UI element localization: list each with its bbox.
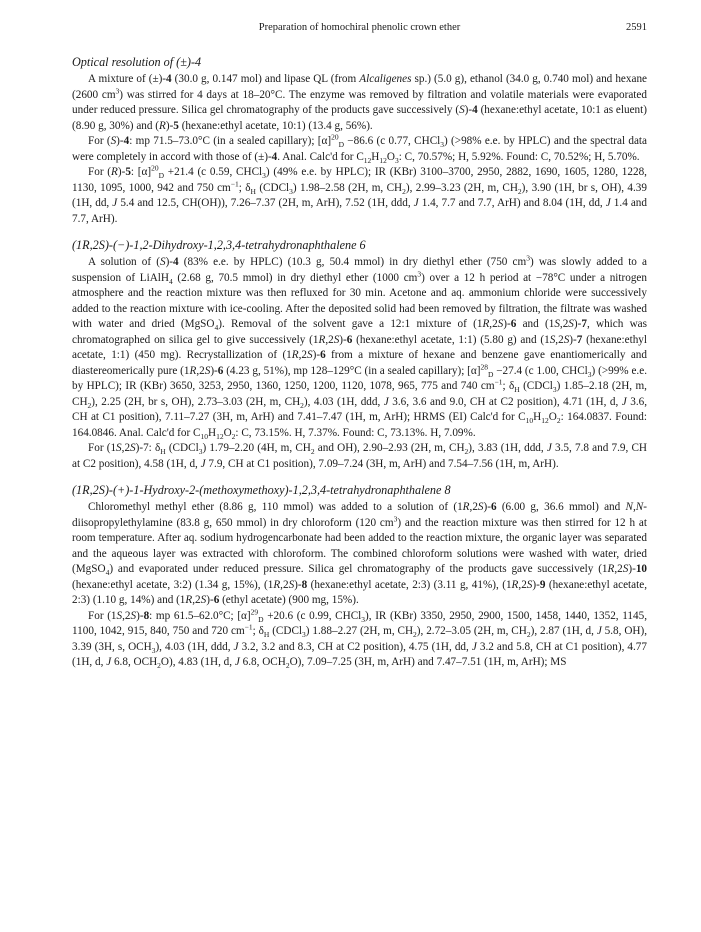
journal-page (72, 22, 647, 671)
text-run: ), 2.72–3.05 (2H, m, CH (416, 625, 527, 637)
paragraph (72, 255, 647, 441)
text-run: ) over a 12 h period at −78°C under a nitrogen atmosphere and the reaction mixture was then refluxed for 30 min. Acetone and aq. ammonium chloride were successively added to the reaction mixture with ice-cooling. After the deposited solid had been removed by filtration, the filtrate was washed with water and dried (MgSO (72, 271, 647, 330)
text-run: 5 (125, 166, 131, 178)
text-run: J (234, 656, 240, 668)
text-run: 4 (123, 135, 130, 147)
text-run: ,2 (559, 318, 569, 330)
text-run: 6 (320, 349, 326, 361)
text-run: 29 (250, 606, 259, 616)
text-run: 12 (216, 431, 224, 441)
text-run: )- (532, 578, 540, 591)
text-run: (hexane:ethyl acetate, 1:1) (450 mg). Recrystallization of (1 (72, 333, 647, 361)
text-run: )- (117, 166, 126, 178)
text-run: 10 (635, 563, 647, 575)
text-run: 2 (526, 630, 531, 640)
text-run: R (462, 501, 470, 513)
text-run: Chloromethyl methyl ether (8.86 g, 110 mmol) was added to a solution of (1 (88, 501, 463, 513)
text-run: 1.4 and 7.7, ArH). (72, 197, 647, 225)
text-run: (CDCl (255, 181, 290, 194)
text-run: )- (569, 333, 577, 346)
text-run: ), 2.87 (1H, d, (530, 625, 597, 637)
text-run: R (291, 349, 299, 361)
text-run: ,2 (518, 578, 527, 591)
paragraph (72, 165, 647, 227)
text-run: : [α] (130, 166, 152, 178)
text-run: ,2 (614, 563, 623, 575)
text-run: ; δ (252, 625, 264, 637)
text-run: A mixture of (±)- (88, 73, 167, 85)
text-run: (CDCl (165, 442, 199, 454)
text-run: R (185, 594, 193, 606)
text-run: +20.6 (c 0.99, CHCl (263, 609, 362, 622)
text-run: S (307, 349, 313, 361)
text-run: S (116, 442, 122, 454)
text-run: 3 (587, 369, 592, 379)
text-run: 7.9, CH at C1 position), 7.09–7.24 (3H, m, ArH) and 7.54–7.56 (1H, m, ArH). (205, 457, 559, 470)
text-run: (30.0 g, 0.147 mol) and lipase QL (from (171, 73, 360, 85)
text-run: S (130, 442, 136, 454)
text-run: H (263, 630, 270, 640)
text-run: 2 (310, 447, 315, 457)
text-run: 3 (393, 513, 398, 523)
text-run: : 164.0837. Found: 164.0846. Anal. Calc'd for C (72, 411, 647, 439)
text-run: 2 (231, 431, 236, 441)
text-run: J (413, 197, 419, 209)
text-run: 3 (289, 186, 293, 196)
text-run: S (288, 578, 295, 591)
section-methoxymethoxy-8 (72, 482, 647, 671)
text-run: : mp 71.5–73.0°C (in a sealed capillary); [α] (129, 135, 332, 147)
text-run: J (383, 395, 389, 408)
text-run: J (621, 395, 627, 408)
text-run: S (568, 318, 574, 330)
text-run: J (106, 656, 112, 668)
text-run: −1 (244, 622, 253, 632)
text-run: ) was stirred for 4 days at 18–20°C. The enzyme was removed by filtration and volatile materials were evaporated under reduced pressure. Silica gel chromatography of the products gave successively ( (72, 88, 647, 116)
text-run: 3 (151, 645, 156, 655)
text-run: , which was chromatographed on silica gel to give successively (1 (72, 318, 647, 346)
text-run: 3 (115, 85, 120, 95)
text-run: ,2 (298, 349, 308, 361)
paragraph (72, 606, 648, 671)
text-run: ; δ (238, 181, 251, 194)
text-run: 3.2, 3.2 and 8.3, CH at C2 position), 4.75 (1H, dd, (238, 640, 472, 653)
text-run: J (605, 197, 611, 209)
text-run: ) (>98% e.e. by HPLC) and the spectral data were completely in accord with those of (±)- (72, 135, 647, 163)
text-run: R (111, 166, 118, 178)
text-run: 3 (440, 140, 445, 150)
text-run: ) 1.85–2.18 (2H, m, CH (72, 380, 647, 408)
text-run: A solution of ( (88, 256, 160, 268)
text-run: J (112, 197, 118, 209)
text-run: )- (312, 349, 321, 361)
text-run: : mp 61.5–62.0°C; [α] (149, 609, 251, 622)
text-run: 2 (517, 186, 522, 196)
text-run: ), 3.83 (1H, ddd, (468, 442, 547, 454)
text-run: 20 (151, 163, 159, 173)
text-run: (4.23 g, 51%), mp 128–129°C (in a sealed capillary); [α] (223, 364, 481, 377)
text-run: (6.00 g, 36.6 mmol) and (496, 501, 626, 513)
section-heading: (1R,2S)-(+)-1-Hydroxy-2-(methoxymethoxy)-1,2,3,4-tetrahydronaphthalene 8 (72, 483, 451, 497)
text-run: S (477, 501, 484, 513)
text-run: ,2 (121, 442, 131, 454)
text-run: R (189, 364, 197, 377)
text-run: (hexane:ethyl acetate, 2:3) (1.10 g, 14%) and (1 (72, 578, 647, 606)
text-run: )- (165, 119, 174, 132)
text-run: 3 (552, 385, 557, 395)
text-run: D (158, 171, 165, 181)
text-run: ), 4.03 (1H, ddd, (155, 640, 234, 653)
text-run: −1 (230, 178, 239, 188)
text-run: (83% e.e. by HPLC) (10.3 g, 50.4 mmol) in dry diethyl ether (750 cm (178, 256, 527, 268)
text-run: )-7: δ (135, 442, 161, 454)
text-run: 9 (539, 578, 546, 591)
text-run: O (386, 150, 395, 163)
text-run: 12 (363, 155, 372, 165)
text-run: H (533, 411, 542, 423)
text-run: )- (573, 318, 582, 330)
text-run: ), 4.03 (1H, ddd, (303, 395, 384, 408)
text-run: (hexane:ethyl acetate, 2:3) (3.11 g, 41%), (1 (307, 578, 512, 591)
text-run: : C, 73.15%. H, 7.37%. Found: C, 73.13%. H, 7.09%. (235, 426, 476, 439)
text-run: 7 (576, 333, 583, 346)
text-run: ) was slowly added to a suspension of LiAlH (72, 256, 648, 284)
text-run: )- (503, 318, 511, 330)
text-run: 4 (472, 104, 478, 116)
text-run: )- (165, 256, 174, 268)
text-run: −27.4 (c 1.00, CHCl (493, 364, 588, 377)
text-run: O (223, 426, 232, 439)
text-run: sp.) (5.0 g), ethanol (34.0 g, 0.740 mol) and hexane (2600 cm (72, 73, 647, 101)
text-run: S (116, 609, 123, 622)
text-run: 2 (157, 661, 161, 671)
text-run: For ( (88, 135, 111, 147)
text-run: J (546, 442, 552, 454)
text-run: S (159, 256, 166, 268)
text-run: 2 (413, 630, 417, 640)
text-run: For (1 (88, 442, 117, 454)
text-run: R (482, 318, 490, 330)
text-run: −1 (494, 377, 503, 387)
text-run: S (333, 333, 340, 346)
text-run: ) (>99% e.e. by HPLC); IR (KBr) 3650, 3253, 2950, 1360, 1250, 1200, 1120, 1078, 965, 775 and 740 cm (72, 364, 647, 392)
text-run: ) (49% e.e. by HPLC); IR (KBr) 3100–3700, 2950, 2882, 1690, 1605, 1280, 1228, 1130, 1095, 1000, 942 and 750 cm (72, 166, 647, 194)
text-run: )- (483, 501, 491, 513)
text-run: 3 (361, 614, 366, 624)
text-run: 2 (402, 186, 406, 196)
text-run: J (471, 640, 477, 653)
text-run: 10 (525, 416, 534, 426)
text-run: from a mixture of hexane and benzene gave enantiomerically and diastereomerically pure (1 (72, 349, 647, 377)
text-run: 4 (166, 73, 172, 85)
text-run: ,2 (280, 578, 289, 591)
text-run: 28 (480, 361, 488, 371)
text-run: 3 (526, 253, 530, 263)
text-run: 4 (271, 150, 278, 163)
text-run: S (459, 104, 465, 116)
text-run: 4 (105, 568, 110, 578)
text-run: )- (464, 104, 473, 116)
text-run: 4 (168, 276, 173, 286)
text-run: ,2 (489, 318, 498, 330)
section-heading: (1R,2S)-(−)-1,2-Dihydroxy-1,2,3,4-tetrahydronaphthalene 6 (72, 238, 366, 252)
text-run: ,2 (469, 501, 478, 513)
paragraph (72, 500, 647, 609)
text-run: 2 (556, 416, 561, 426)
text-run: R (159, 119, 166, 132)
text-run: 5 (173, 119, 179, 132)
paragraph (72, 72, 647, 134)
text-run: ) 1.79–2.20 (4H, m, CH (202, 442, 311, 454)
text-run: H (371, 150, 380, 163)
text-run: For ( (88, 166, 112, 178)
text-run: 3.2 and 5.8, CH at C1 position), 4.77 (1H, d, (72, 640, 647, 668)
text-run: S (526, 578, 533, 591)
text-run: ) 1.88–2.27 (2H, m, CH (305, 625, 414, 637)
text-run: 12 (541, 416, 549, 426)
text-run: 6 (213, 594, 220, 606)
running-title: Preparation of homochiral phenolic crown ether (258, 22, 461, 33)
section-optical-resolution (72, 54, 647, 227)
text-run: 2 (300, 400, 304, 410)
section-heading: Optical resolution of (±)-4 (72, 55, 202, 69)
text-run: ,2 (196, 364, 205, 377)
text-run: S (549, 333, 556, 346)
text-run: )- (116, 135, 124, 147)
text-run: 3 (198, 447, 203, 457)
text-run: H (514, 385, 520, 395)
text-run: S (563, 333, 570, 346)
text-run: J (596, 625, 602, 637)
text-run: )- (628, 563, 636, 575)
text-run: ). Removal of the solvent gave a 12:1 mixture of (1 (218, 318, 483, 330)
text-run: ), 3.90 (1H, br s, OH), 4.39 (1H, dd, (72, 181, 647, 209)
text-run: (hexane:ethyl acetate, 1:1) (5.80 g) and (1 (352, 333, 550, 346)
text-run: 6 (217, 364, 224, 377)
text-run: Alcaligenes (359, 73, 412, 85)
text-run: N,N (625, 501, 644, 513)
text-run: (CDCl (519, 380, 553, 392)
text-run: ,2 (122, 609, 131, 622)
text-run: O (548, 411, 557, 423)
text-run: R (318, 333, 326, 346)
text-run: D (258, 614, 264, 624)
text-run: (hexane:ethyl acetate, 10:1) (13.4 g, 56%). (178, 119, 373, 132)
text-run: 3 (302, 630, 306, 640)
text-run: R (273, 578, 281, 591)
text-run: 6.8, OCH (239, 656, 286, 668)
text-run: S (204, 364, 211, 377)
text-run: ,2 (555, 333, 564, 346)
text-run: 6 (346, 333, 353, 346)
text-run: S (554, 318, 560, 330)
text-run: ), IR (KBr) 3350, 2950, 2900, 1500, 1458, 1440, 1352, 1145, 1100, 1042, 915, 840, 750 and 720 cm (72, 609, 647, 637)
section-dihydroxy-6 (72, 237, 647, 472)
text-run: R (511, 578, 519, 591)
text-run: (CDCl (269, 625, 303, 637)
text-run: 5.8, OH), 3.39 (3H, s, OCH (72, 625, 648, 653)
text-run: D (487, 369, 494, 379)
text-run: 2 (87, 400, 92, 410)
text-run: H (207, 426, 217, 439)
text-run: S (110, 135, 117, 147)
text-run: : C, 70.57%; H, 5.92%. Found: C, 70.52%; H, 5.70%. (398, 150, 640, 163)
text-run: (2.68 g, 70.5 mmol) in dry diethyl ether (1000 cm (172, 271, 418, 284)
text-run: 8 (301, 578, 308, 591)
text-run: 6 (490, 501, 497, 513)
text-run: ), 2.25 (2H, br s, OH), 2.73–3.03 (2H, m, CH (91, 395, 301, 408)
running-head (72, 22, 647, 42)
text-run: 5.4 and 12.5, CH(OH)), 7.26–7.37 (2H, m, ArH), 7.52 (1H, ddd, (117, 197, 414, 209)
text-run: (hexane:ethyl acetate, 10:1 as eluent) (8.90 g, 30%) and ( (72, 104, 647, 132)
text-run: ,2 (325, 333, 334, 346)
text-run: 10 (200, 431, 208, 441)
text-run: S (130, 609, 137, 622)
text-run: S (497, 318, 504, 330)
text-run: ) 1.98–2.58 (2H, m, CH (292, 181, 403, 194)
text-run: 3 (262, 171, 266, 181)
text-run: ; δ (502, 380, 515, 392)
text-run: 6.8, OCH (111, 656, 158, 668)
text-run: 8 (143, 609, 150, 622)
text-run: 3.6, 3.6 and 9.0, CH at C2 position), 4.71 (1H, d, (388, 395, 622, 408)
text-run: -diisopropylethylamine (83.8 g, 650 mmol) in dry chloroform (120 cm (72, 501, 647, 529)
text-run: S (622, 563, 629, 575)
text-run: 1.4, 7.7 and 7.7, ArH) and 8.04 (1H, dd, (418, 197, 606, 209)
text-run: . Anal. Calc'd for C (277, 150, 364, 163)
text-run: For (1 (88, 609, 117, 622)
text-run: 20 (331, 132, 339, 142)
text-run: and OH), 2.90–2.93 (2H, m, CH (314, 442, 465, 454)
text-run: 2 (285, 661, 290, 671)
text-run: 7 (581, 318, 587, 330)
text-run: J (233, 640, 239, 653)
text-run: 12 (379, 155, 387, 165)
text-run: (ethyl acetate) (900 mg, 15%). (219, 594, 359, 606)
text-run: +21.4 (c 0.59, CHCl (164, 166, 263, 178)
text-run: 3 (417, 268, 422, 278)
text-run: 2 (464, 447, 469, 457)
text-run: H (250, 186, 256, 196)
text-run: J (200, 457, 206, 470)
text-run: 3 (394, 155, 399, 165)
text-run: 4 (214, 323, 219, 333)
text-run: ), 2.99–3.23 (2H, m, CH (405, 181, 518, 194)
text-run: 6 (510, 318, 517, 330)
text-run: 3.5, 7.8 and 7.9, CH at C2 position), 4.58 (1H, d, (72, 442, 647, 470)
paragraph (72, 134, 647, 165)
text-run: S (200, 594, 207, 606)
text-run: 4 (173, 256, 179, 268)
text-run: −86.6 (c 0.77, CHCl (343, 135, 441, 147)
page-number: 2591 (626, 22, 647, 33)
text-run: R (607, 563, 615, 575)
text-run: )- (206, 594, 214, 606)
paragraph (72, 441, 647, 472)
text-run: )- (210, 364, 218, 377)
text-run: )- (339, 333, 347, 346)
text-run: O), 7.09–7.25 (3H, m, ArH) and 7.47–7.51 (1H, m, ArH); MS (289, 656, 567, 668)
text-run: ) and evaporated under reduced pressure. Silica gel chromatography of the products gave successively (1 (109, 563, 608, 575)
text-run: ,2 (192, 594, 201, 606)
text-run: O), 4.83 (1H, d, (160, 656, 235, 668)
text-run: ) and the reaction mixture was then stirred for 12 h at room temperature. After aq. sodium hydrogencarbonate had been added to the reaction mixture, the organic layer was separated and the aqueous layer was extracted with chloroform. The combined chloroform solutions were washed with water, dried (MgSO (72, 516, 647, 575)
text-run: (hexane:ethyl acetate, 3:2) (1.34 g, 15%), (1 (72, 578, 274, 591)
text-run: H (160, 447, 166, 457)
text-run: )- (136, 609, 144, 622)
text-run: 3.6, CH at C1 position), 7.11–7.27 (3H, m, ArH) and 7.41–7.47 (1H, m, ArH); HRMS (EI) Calc'd for C (72, 395, 648, 423)
text-run: )- (294, 578, 302, 591)
text-run: D (338, 140, 344, 150)
text-run: and (1 (516, 318, 555, 330)
